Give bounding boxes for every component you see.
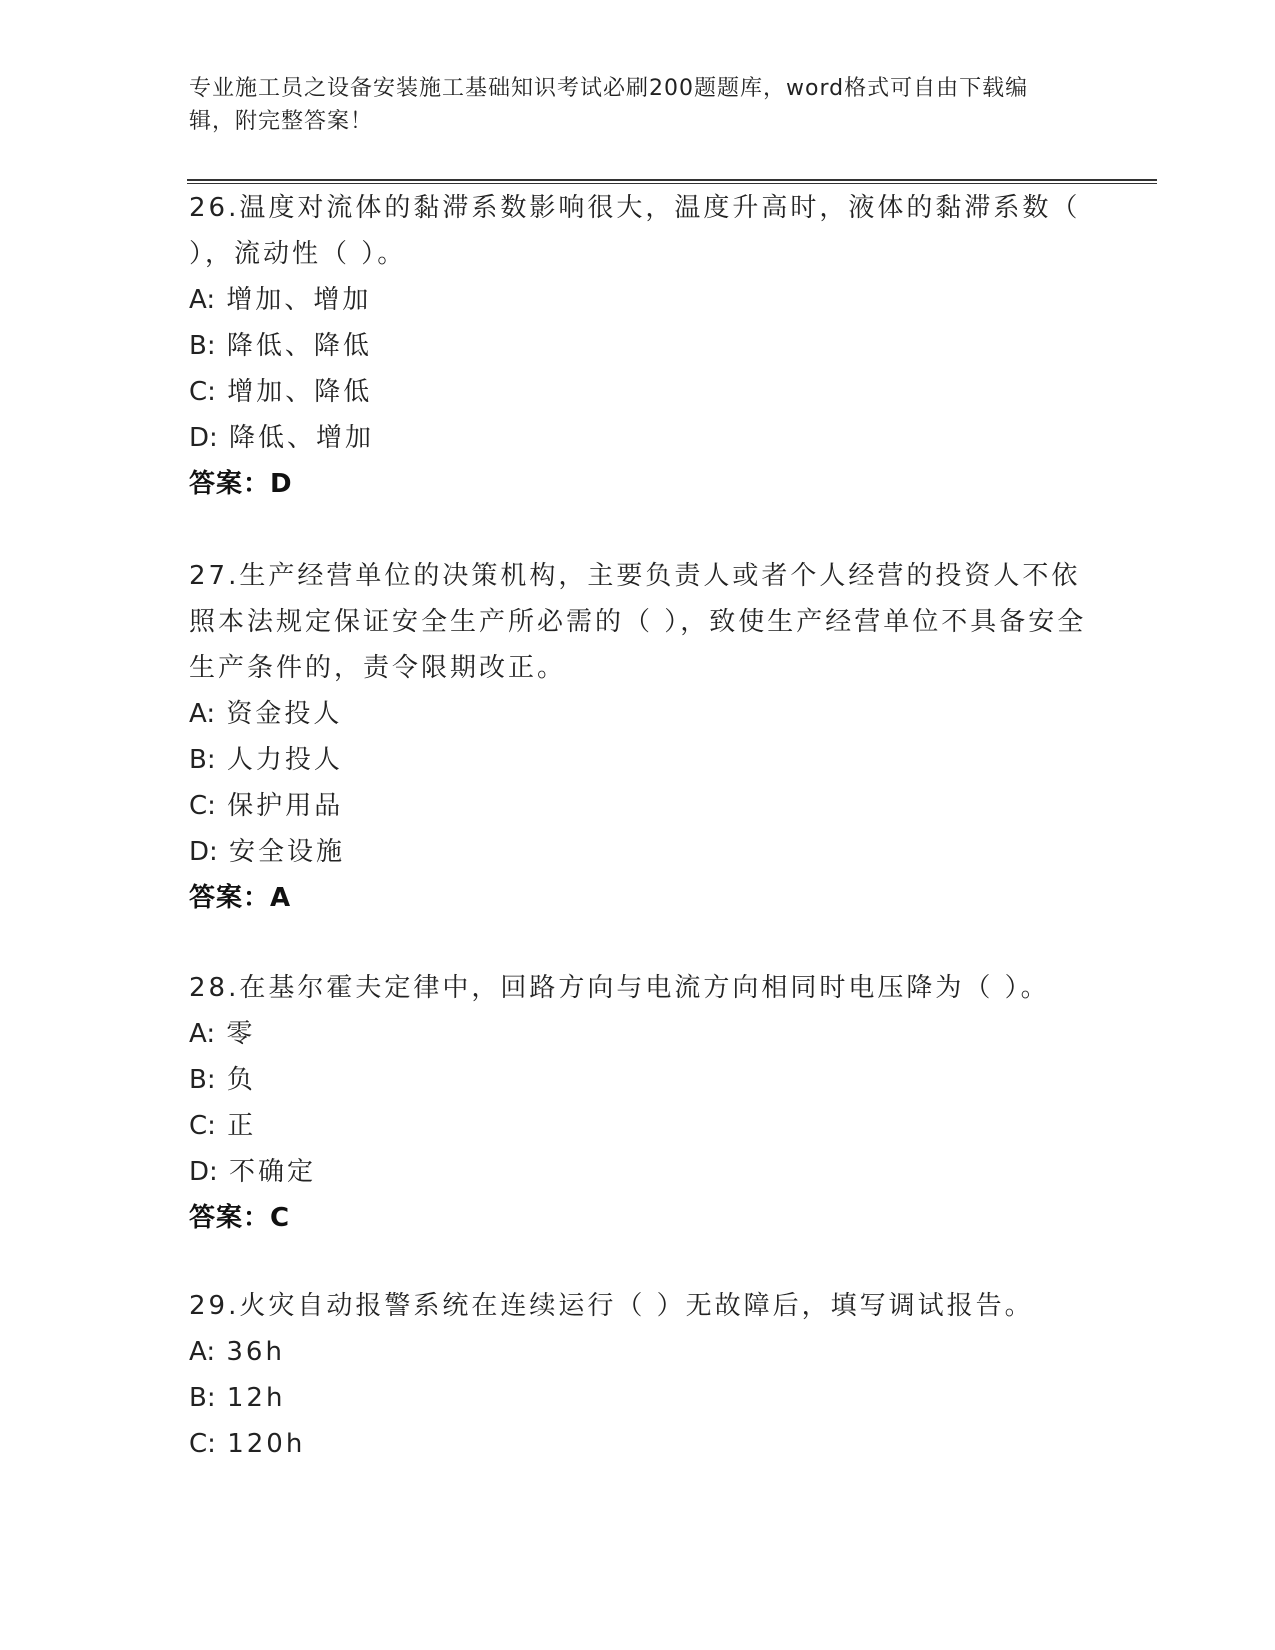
option-a xyxy=(189,277,1089,323)
option-letter: B: xyxy=(189,331,216,361)
option-letter: A: xyxy=(189,699,216,729)
option-text: 零 xyxy=(226,1019,256,1049)
option-letter: D: xyxy=(189,1157,218,1187)
answer-value: A xyxy=(270,883,292,913)
question-27 xyxy=(189,553,1089,921)
question-28 xyxy=(189,965,1089,1241)
option-text: 120h xyxy=(227,1429,306,1459)
option-text: 安全设施 xyxy=(229,837,346,867)
answer-label: 答案： xyxy=(189,1203,271,1233)
answer-line xyxy=(189,875,1089,921)
option-b xyxy=(189,737,1089,783)
option-text: 人力投人 xyxy=(226,745,343,775)
question-stem: 26.温度对流体的黏滞系数影响很大，温度升高时，液体的黏滞系数（ ），流动性（ ）。 xyxy=(189,193,1081,269)
option-d xyxy=(189,415,1089,461)
option-text: 负 xyxy=(226,1065,256,1095)
option-letter: C: xyxy=(189,377,216,407)
option-letter: A: xyxy=(189,1337,216,1367)
question-26 xyxy=(189,185,1089,507)
answer-value: D xyxy=(270,469,293,499)
option-text: 降低、降低 xyxy=(226,331,372,361)
option-letter: C: xyxy=(189,1429,216,1459)
question-stem: 27.生产经营单位的决策机构，主要负责人或者个人经营的投资人不依照本法规定保证安全生产所必需的（ ），致使生产经营单位不具备安全生产条件的，责令限期改正。 xyxy=(189,561,1087,683)
option-b xyxy=(189,1057,1089,1103)
option-text: 增加、增加 xyxy=(226,285,372,315)
answer-line xyxy=(189,1195,1089,1241)
option-text: 资金投人 xyxy=(226,699,343,729)
option-d xyxy=(189,829,1089,875)
option-letter: B: xyxy=(189,1383,216,1413)
option-text: 正 xyxy=(227,1111,257,1141)
option-d xyxy=(189,1149,1089,1195)
header-divider-thick xyxy=(187,179,1157,181)
header-divider-thin xyxy=(187,183,1157,184)
option-a xyxy=(189,1011,1089,1057)
question-stem: 28.在基尔霍夫定律中，回路方向与电流方向相同时电压降为（ ）。 xyxy=(189,973,1050,1003)
option-text: 12h xyxy=(226,1383,286,1413)
answer-value: C xyxy=(270,1203,291,1233)
option-text: 保护用品 xyxy=(227,791,344,821)
question-stem: 29.火灾自动报警系统在连续运行（ ）无故障后，填写调试报告。 xyxy=(189,1291,1034,1321)
option-letter: C: xyxy=(189,791,216,821)
option-a xyxy=(189,1329,1089,1375)
option-letter: D: xyxy=(189,423,218,453)
option-a xyxy=(189,691,1089,737)
answer-label: 答案： xyxy=(189,469,271,499)
option-text: 降低、增加 xyxy=(229,423,375,453)
option-c xyxy=(189,1103,1089,1149)
option-c xyxy=(189,369,1089,415)
option-letter: A: xyxy=(189,285,216,315)
answer-line xyxy=(189,461,1089,507)
document-header: 专业施工员之设备安装施工基础知识考试必刷200题题库，word格式可自由下载编辑，附完整答案！ xyxy=(189,76,1029,134)
option-c xyxy=(189,783,1089,829)
option-text: 36h xyxy=(226,1337,285,1367)
option-c xyxy=(189,1421,1089,1467)
answer-label: 答案： xyxy=(189,883,271,913)
option-letter: A: xyxy=(189,1019,216,1049)
option-b xyxy=(189,323,1089,369)
option-text: 增加、降低 xyxy=(227,377,373,407)
option-letter: D: xyxy=(189,837,218,867)
option-text: 不确定 xyxy=(229,1157,317,1187)
option-letter: B: xyxy=(189,745,216,775)
option-letter: C: xyxy=(189,1111,216,1141)
question-29 xyxy=(189,1283,1089,1467)
option-b xyxy=(189,1375,1089,1421)
option-letter: B: xyxy=(189,1065,216,1095)
